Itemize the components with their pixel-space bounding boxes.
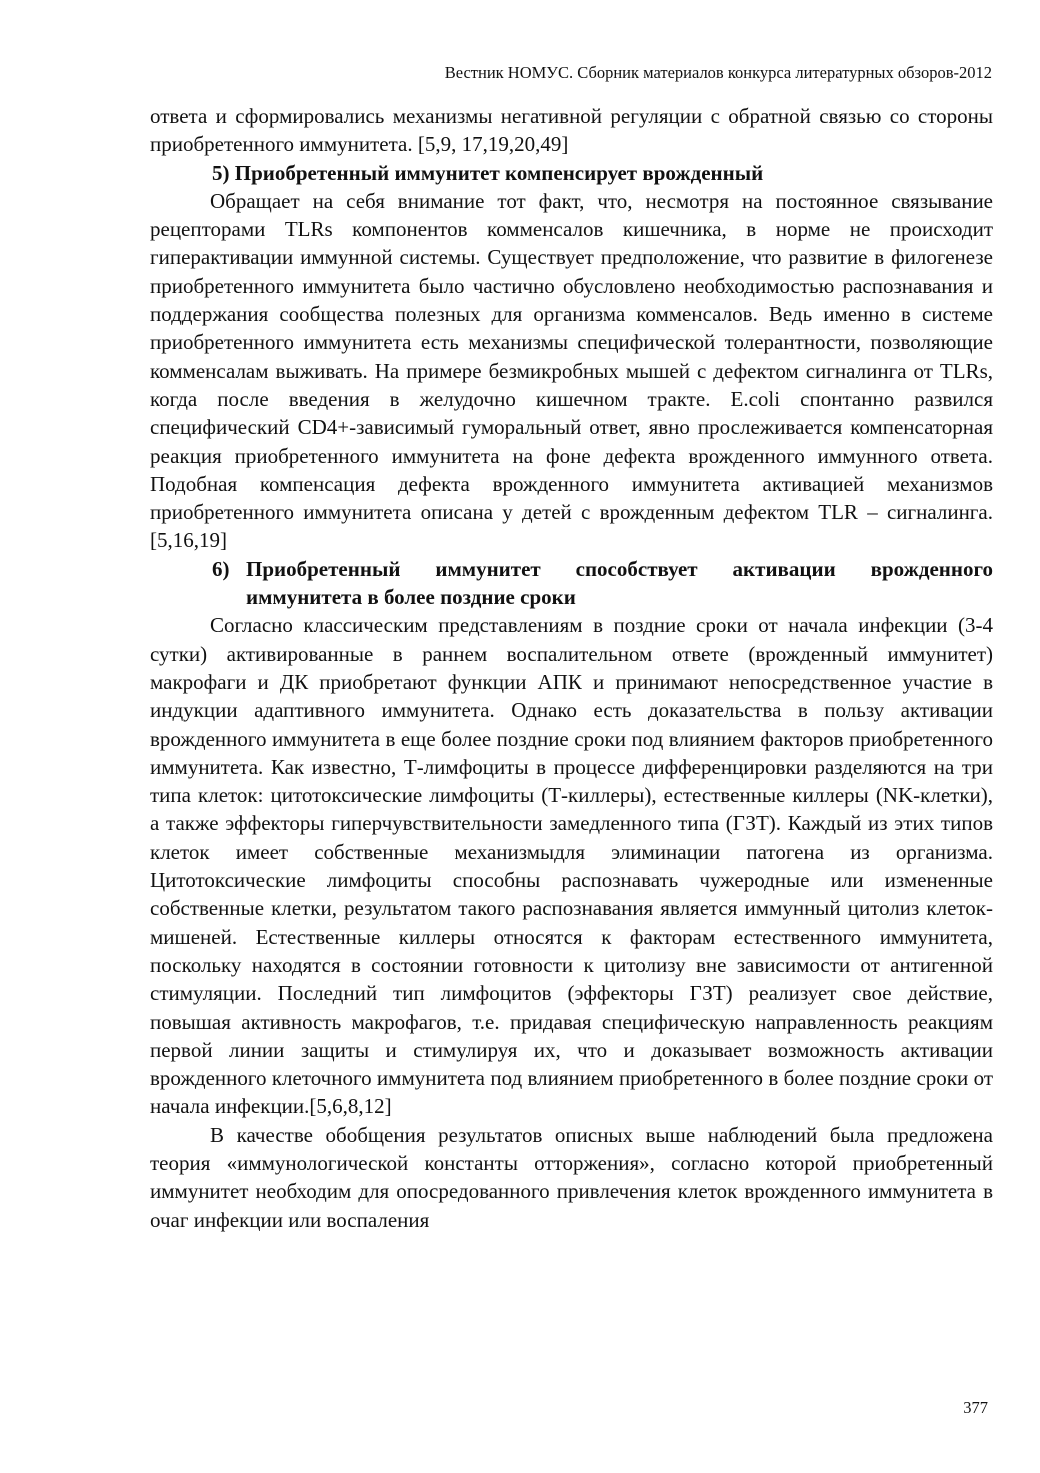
paragraph: Обращает на себя внимание тот факт, что, несмотря на постоянное связывание рецепторами TLRs компонентов комменсалов кишечника, в норме не происходит гиперактивации иммунной системы. Существует предположение, что развитие в филогенезе приобретенного иммунитета было частично обусловлено необходимостью распознавания и поддержания сообщества полезных для организма комменсалов. Ведь именно в системе приобретенного иммунитета есть механизмы специфической толерантности, позволяющие комменсалам выживать. На примере безмикробных мышей с дефектом сигналинга от TLRs, когда после введения в желудочно кишечном тракте. E.coli спонтанно развился специфический CD4+-зависимый гуморальный ответ, явно прослеживается компенсаторная реакция приобретенного иммунитета на фоне дефекта врожденного иммунного ответа. Подобная компенсация дефекта врожденного иммунитета активацией механизмов приобретенного иммунитета описана у детей с врожденным дефектом TLR – сигналинга. [5,16,19] [150,188,993,553]
paragraph: ответа и сформировались механизмы негативной регуляции с обратной связью со стороны приобретенного иммунитета. [5,9, 17,19,20,49] [150,104,993,157]
paragraph: Согласно классическим представлениям в поздние сроки от начала инфекции (3-4 сутки) активированные в раннем воспалительном ответе (врожденный иммунитет) макрофаги и ДК приобретают функции АПК и принимают непосредственное участие в индукции адаптивного иммунитета. Однако есть доказательства в пользу активации врожденного иммунитета в еще более поздние сроки под влиянием факторов приобретенного иммунитета. Как известно, Т-лимфоциты в процессе дифференцировки разделяются на три типа клеток: цитотоксические лимфоциты (Т-киллеры), естественные киллеры (NK-клетки), а также эффекторы гиперчувствительности замедленного типа (ГЗТ). Каждый из этих типов клеток имеет собственные механизмыдля элиминации патогена из организма. Цитотоксические лимфоциты способны распознавать чужеродные или измененные собственные клетки, результатом такого распознавания является иммунный цитолиз клеток-мишеней. Естественные киллеры относятся к факторам естественного иммунитета, поскольку находятся в состоянии готовности к цитолизу вне зависимости от антигенной стимуляции. Последний тип лимфоцитов (эффекторы ГЗТ) реализует свое действие, повышая активность макрофагов, т.е. придавая специфическую направленность реакциям первой линии защиты и стимулируя их, что и доказывает возможность активации врожденного клеточного иммунитета под влиянием приобретенного в более поздние сроки от начала инфекции.[5,6,8,12] [150,613,993,1119]
section-heading-6 [150,555,993,612]
body-text [150,102,993,1234]
section-title: Приобретенный иммунитет способствует активации врожденного иммунитета в более поздние сроки [246,556,993,610]
section-heading-5: 5) Приобретенный иммунитет компенсирует врожденный [212,160,764,185]
paragraph: В качестве обобщения результатов описных выше наблюдений была предложена теория «иммунологической константы отторжения», согласно которой приобретенный иммунитет необходим для опосредованного привлечения клеток врожденного иммунитета в очаг инфекции или воспаления [150,1122,993,1232]
page-number: 377 [963,1398,988,1417]
section-number: 6) [212,556,230,581]
running-header: Вестник НОМУС. Сборник материалов конкурса литературных обзоров-2012 [444,63,992,82]
